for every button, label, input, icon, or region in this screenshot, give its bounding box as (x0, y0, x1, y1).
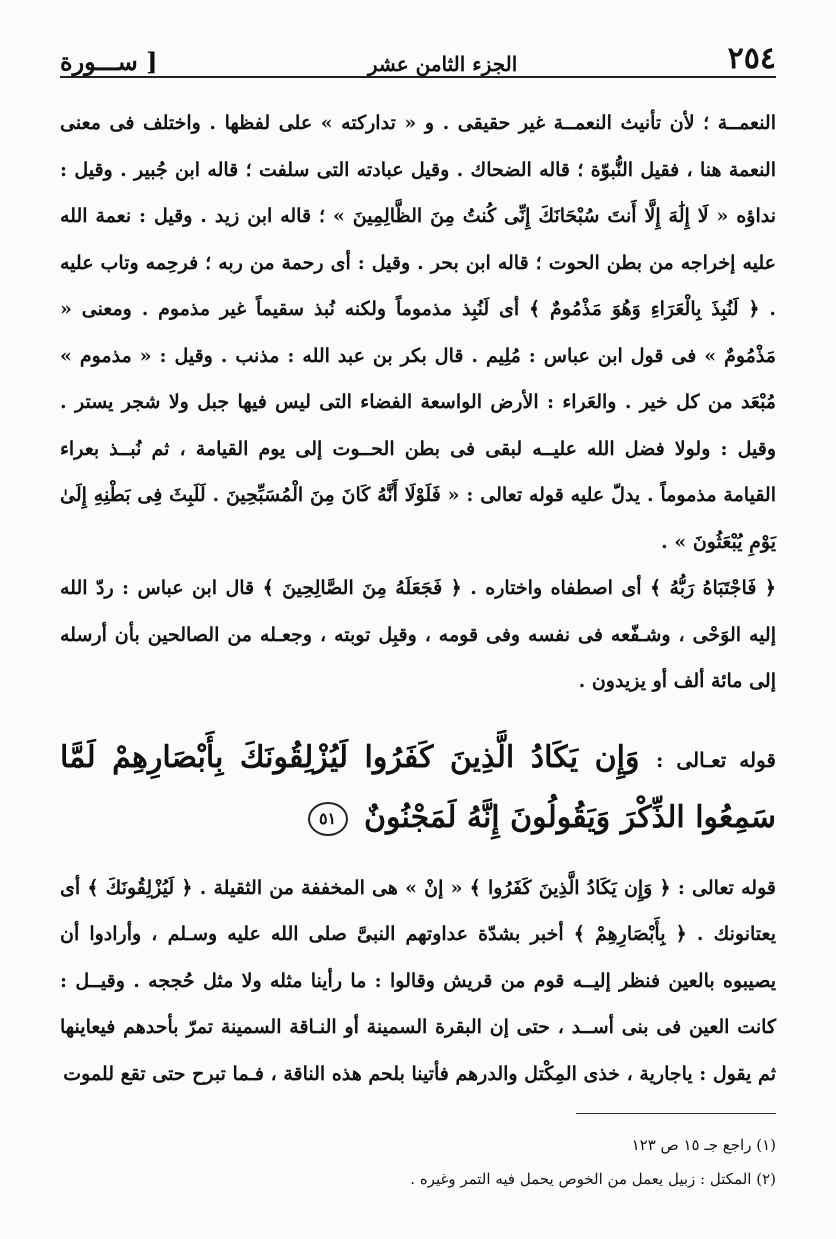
paragraph-1: النعمــة ؛ لأن تأنيث النعمــة غير حقيقى . و « تداركته » على لفظها . واختلف فى معنى النعمة هنا ، فقيل النُّبوّة ؛ قاله الضحاك . وقيل عبادته التى سلفت ؛ قاله ابن جُبير . وقيل : نداؤه « لَا إِلَٰهَ إِلَّا أَنتَ سُبْحَانَكَ إِنِّى كُنتُ مِنَ الظَّالِمِينَ » ؛ قاله ابن زيد . وقيل : نعمة الله عليه إخراجه من بطن الحوت ؛ قاله ابن بحر . وقيل : أى رحمة من ربه ؛ فرحِمه وتاب عليه . ﴿ لَنُبِذَ بِالْعَرَاءِ وَهُوَ مَذْمُومٌ ﴾ أى لَنُبِذ مذموماً ولكنه نُبذ سقيماً غير مذموم . ومعنى « مَذْمُومٌ » فى قول ابن عباس : مُلِيم . قال بكر بن عبد الله : مذنب . وقيل : « مذموم » مُبْعَد من كل خير . والعَراء : الأرض الواسعة الفضاء التى ليس فيها جبل ولا شجر يستر . وقيل : ولولا فضل الله عليــه لبقى فى بطن الحــوت إلى يوم القيامة ، ثم نُبــذ بعراء القيامة مذموماً . يدلّ عليه قوله تعالى : « فَلَوْلَا أَنَّهُ كَانَ مِنَ الْمُسَبِّحِينَ . لَلَبِثَ فِى بَطْنِهِ إِلَىٰ يَوْمِ يُبْعَثُونَ » . (60, 112, 776, 553)
ayah-number-badge: ٥١ (308, 802, 348, 836)
page-body (60, 100, 776, 1097)
footnotes (60, 1128, 776, 1196)
footnote-divider (576, 1113, 776, 1114)
footnote-1: (١) راجع جـ ١٥ ص ١٢٣ (631, 1136, 776, 1154)
part-title: الجزء الثامن عشر (367, 52, 518, 76)
commentary-paragraph: قوله تعالى : ﴿ وَإِن يَكَادُ الَّذِينَ كَفَرُوا ﴾ « إنْ » هى المخففة من الثقيلة . ﴿ لَيُزْلِقُونَكَ ﴾ أى يعتانونك . ﴿ بِأَبْصَارِهِمْ ﴾ أخبر بشدّة عداوتهم النبىَّ صلى الله عليه وسـلم ، وأرادوا أن يصيبوه بالعين فنظر إليــه قوم من قريش وقالوا : ما رأينا مثله ولا مثل حُججه . وقيــل : كانت العين فى بنى أســد ، حتى إن البقرة السمينة أو النـاقة السمينة تمرّ بأحدهم فيعاينها ثم يقول : ياجارية ، خذى المِكْتل والدرهم فأتينا بلحم هذه الناقة ، فـما تبرح حتى تقع للموت (60, 876, 776, 1085)
page-number: ٢٥٤ (727, 41, 776, 76)
page-header (60, 28, 776, 78)
footnote-2: (٢) المكتل : زبيل يعمل من الخوص يحمل فيه التمر وغيره . (410, 1170, 776, 1188)
quran-verse (60, 729, 776, 847)
book-page (60, 28, 776, 1208)
verse-label: قوله تعـالى : (655, 747, 776, 772)
verse-text: وَإِن يَكَادُ الَّذِينَ كَفَرُوا لَيُزْلِقُونَكَ بِأَبْصَارِهِمْ لَمَّا سَمِعُوا الذِّكْرَ وَيَقُولُونَ إِنَّهُ لَمَجْنُونٌ (60, 739, 776, 835)
paragraph-2: ﴿ فَاجْتَبَاهُ رَبُّهُ ﴾ أى اصطفاه واختاره . ﴿ فَجَعَلَهُ مِنَ الصَّالِحِينَ ﴾ قال ابن عباس : ردّ الله إليه الوَحْى ، وشـفّعه فى نفسه وفى قومه ، وقبِل توبته ، وجعـله من الصالحين بأن أرسله إلى مائة ألف أو يزيدون . (60, 577, 776, 692)
sura-label: [ ســـورة (60, 47, 158, 76)
